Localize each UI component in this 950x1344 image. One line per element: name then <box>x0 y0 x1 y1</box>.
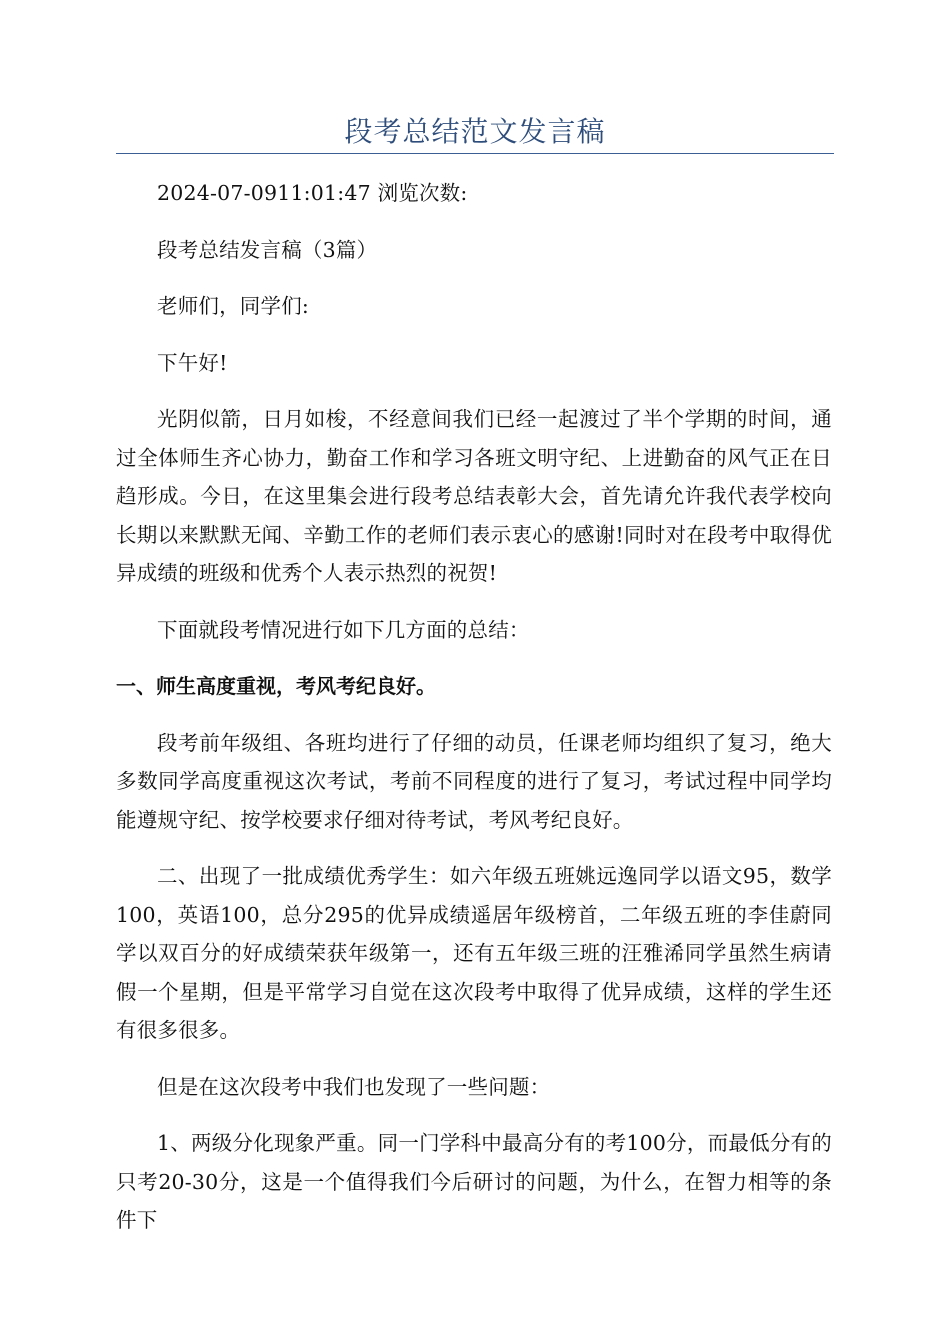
subtitle: 段考总结发言稿（3篇） <box>157 237 378 262</box>
title-underline <box>116 153 834 154</box>
paragraph-problems-lead: 但是在这次段考中我们也发现了一些问题： <box>157 1074 551 1099</box>
document-title: 段考总结范文发言稿 <box>344 115 606 148</box>
paragraph-exam-discipline: 段考前年级组、各班均进行了仔细的动员，任课老师均组织了复习，绝大多数同学高度重视这次考试，考前不同程度的进行了复习，考试过程中同学均能遵规守纪、按学校要求仔细对待考试，考风考纪良好。 <box>116 730 832 832</box>
section-heading-1: 一、师生高度重视，考风考纪良好。 <box>116 674 436 698</box>
paragraph-excellent-students: 二、出现了一批成绩优秀学生：如六年级五班姚远逸同学以语文95，数学100，英语100，总分295的优异成绩遥居年级榜首，二年级五班的李佳蔚同学以双百分的好成绩荣获年级第一，还有五年级三班的汪雅浠同学虽然生病请假一个星期，但是平常学习自觉在这次段考中取得了优异成绩，这样的学生还有很多很多。 <box>116 864 832 1042</box>
paragraph-summary-lead: 下面就段考情况进行如下几方面的总结： <box>157 617 530 642</box>
paragraph-intro: 光阴似箭，日月如梭，不经意间我们已经一起渡过了半个学期的时间，通过全体师生齐心协力，勤奋工作和学习各班文明守纪、上进勤奋的风气正在日趋形成。今日，在这里集会进行段考总结表彰大会，首先请允许我代表学校向长期以来默默无闻、辛勤工作的老师们表示衷心的感谢!同时对在段考中取得优异成绩的班级和优秀个人表示热烈的祝贺! <box>116 407 832 585</box>
salutation: 老师们，同学们: <box>157 294 310 318</box>
meta-line: 2024-07-0911:01:47 浏览次数: <box>157 181 468 205</box>
paragraph-polarization: 1、两级分化现象严重。同一门学科中最高分有的考100分，而最低分有的只考20-30分，这是一个值得我们今后研讨的问题，为什么，在智力相等的条件下 <box>116 1131 832 1232</box>
greeting: 下午好! <box>157 350 228 375</box>
document-body <box>116 174 832 1240</box>
